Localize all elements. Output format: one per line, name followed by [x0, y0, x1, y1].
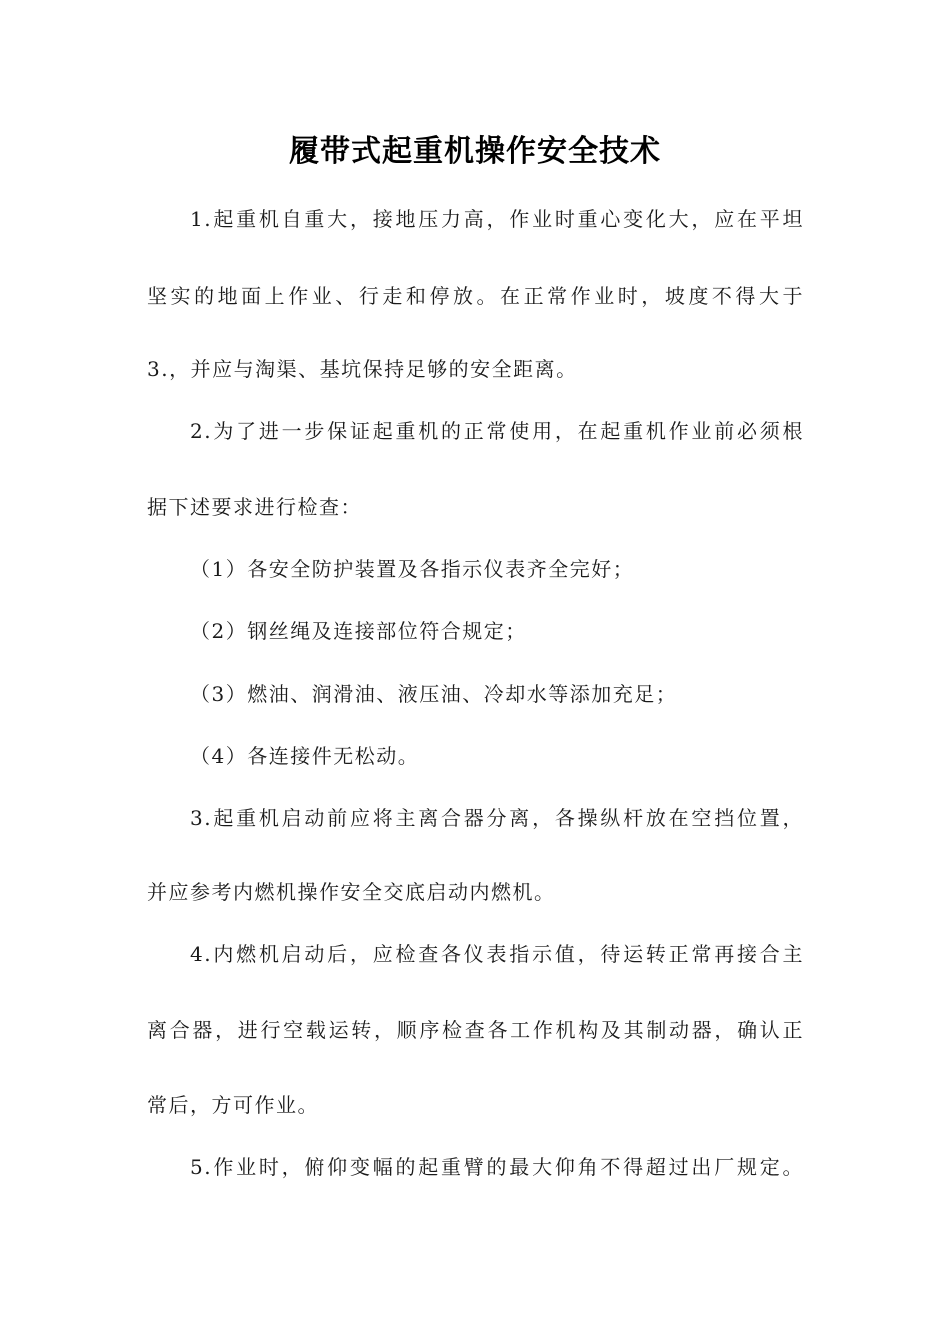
checklist-item-4: （4）各连接件无松动。 [190, 744, 420, 768]
document-title: 履带式起重机操作安全技术 [289, 134, 661, 169]
paragraph-4-line-2: 离合器，进行空载运转，顺序检查各工作机构及其制动器，确认正 [147, 1018, 804, 1042]
paragraph-2-line-2: 据下述要求进行检查： [147, 495, 362, 519]
checklist-item-2: （2）钢丝绳及连接部位符合规定； [190, 619, 527, 643]
checklist-item-1: （1）各安全防护装置及各指示仪表齐全完好； [190, 557, 635, 581]
paragraph-1-line-3: 3.，并应与淘渠、基坑保持足够的安全距离。 [147, 357, 578, 381]
checklist-item-3: （3）燃油、润滑油、液压油、冷却水等添加充足； [190, 682, 678, 706]
paragraph-2-line-1: 2.为了进一步保证起重机的正常使用，在起重机作业前必须根 [190, 419, 804, 443]
paragraph-4-line-3: 常后，方可作业。 [147, 1093, 319, 1117]
paragraph-5-line-1: 5.作业时，俯仰变幅的起重臂的最大仰角不得超过出厂规定。 [190, 1155, 804, 1179]
paragraph-1-line-2: 坚实的地面上作业、行走和停放。在正常作业时，坡度不得大于 [147, 284, 804, 308]
paragraph-3-line-2: 并应参考内燃机操作安全交底启动内燃机。 [147, 880, 556, 904]
paragraph-4-line-1: 4.内燃机启动后，应检查各仪表指示值，待运转正常再接合主 [190, 942, 804, 966]
paragraph-1-line-1: 1.起重机自重大，接地压力高，作业时重心变化大，应在平坦 [190, 207, 804, 231]
paragraph-3-line-1: 3.起重机启动前应将主离合器分离，各操纵杆放在空挡位置， [190, 806, 804, 830]
